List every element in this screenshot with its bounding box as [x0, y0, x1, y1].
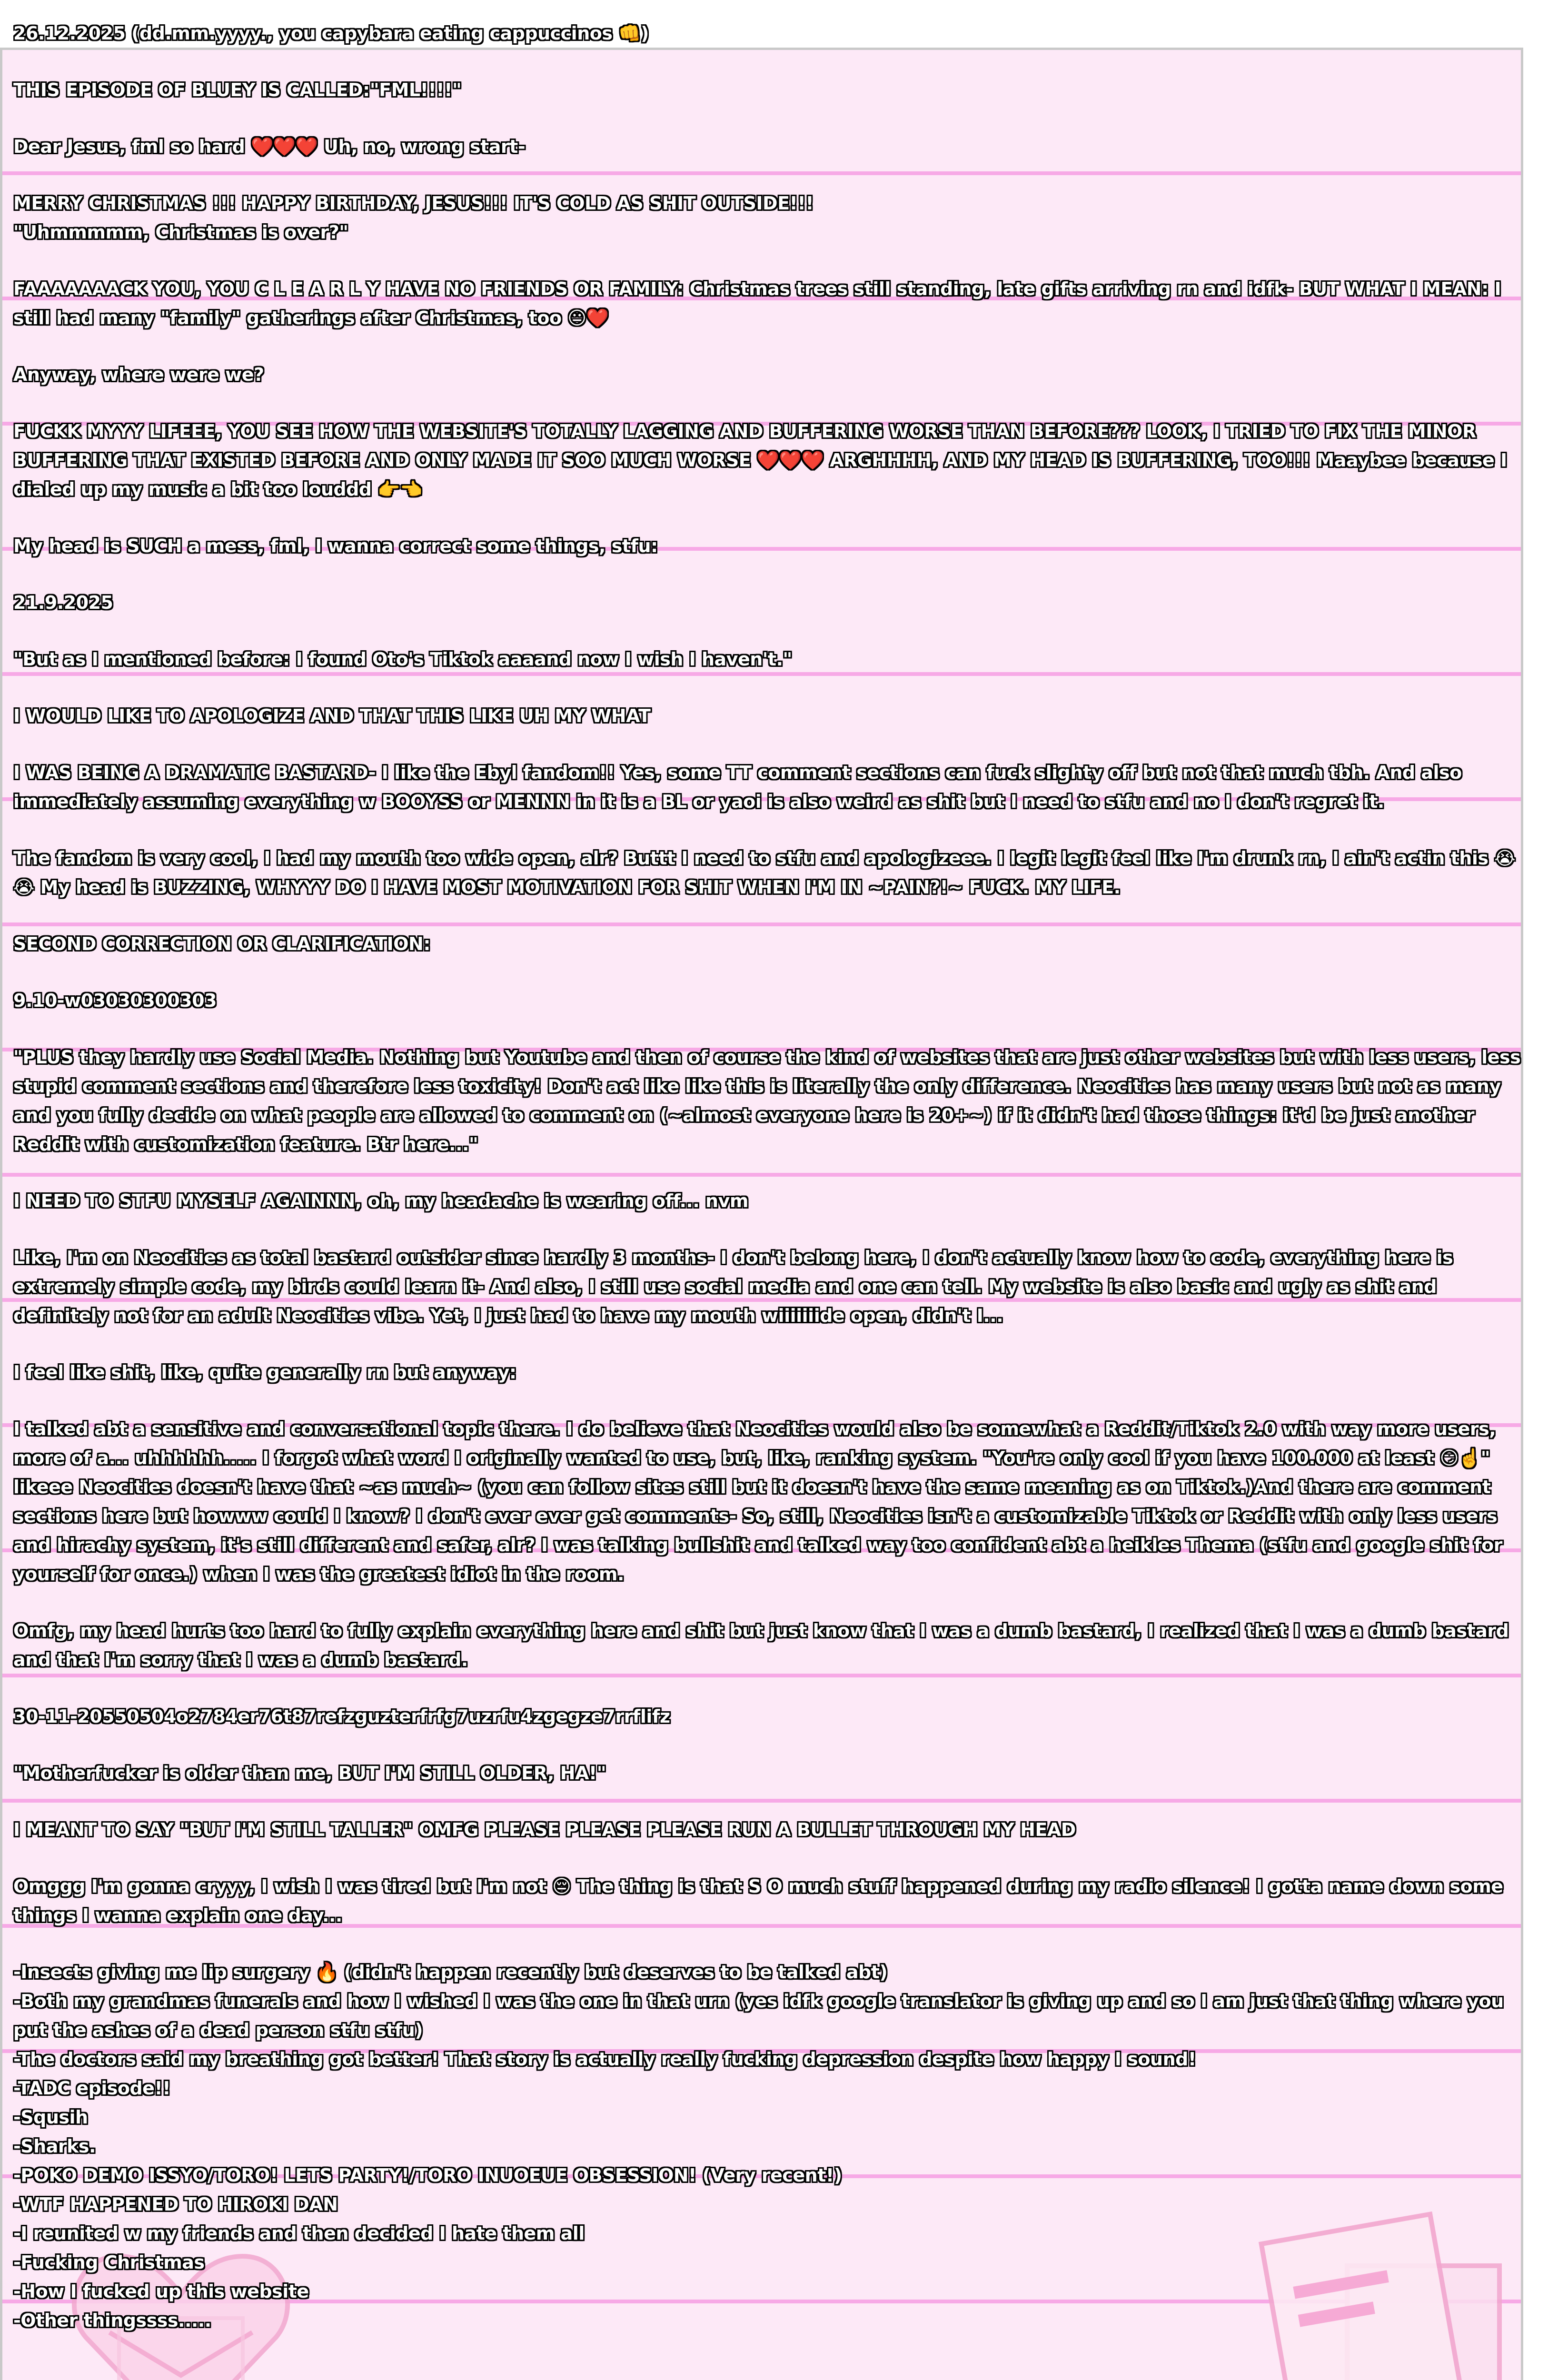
- paragraph: The fandom is very cool, I had my mouth too wide open, alr? Buttt I need to stfu and apologizeee. I legit legit feel like I'm drunk rn, I ain't actin this 😭😭 My head is BUZZING, WHYYY DO I HAVE MOST MOTIVATION FOR SHIT WHEN I'M IN ~PAIN?!~ FUCK. MY LIFE.: [13, 848, 1516, 898]
- list-item: -Fucking Christmas: [13, 2252, 205, 2273]
- paragraph: My head is SUCH a mess, fml, I wanna correct some things, stfu:: [13, 536, 658, 556]
- list-item: -POKO DEMO ISSYO/TORO! LETS PARTY!/TORO INUOEUE OBSESSION! (Very recent!): [13, 2165, 842, 2186]
- paragraph: "PLUS they hardly use Social Media. Nothing but Youtube and then of course the kind of websites that are just other websites but with less users, less stupid comment sections and therefore less toxicity! Don't act like like this is literally the only difference. Neocities has many users but not as many and you fully decide on what people are allowed to comment on (~almost everyone here is 20+~) if it didn't had those things: it'd be just another Reddit with customization feature. Btr here...": [13, 1047, 1527, 1155]
- paragraph: THIS EPISODE OF BLUEY IS CALLED:"FML!!!!": [13, 79, 462, 100]
- list-item: -How I fucked up this website: [13, 2281, 309, 2302]
- paragraph: SECOND CORRECTION OR CLARIFICATION:: [13, 933, 431, 954]
- paragraph: "But as I mentioned before: I found Oto's Tiktok aaaand now I wish I haven't.": [13, 649, 792, 670]
- list-item: -Other thingssss.....: [13, 2310, 211, 2331]
- paragraph: Anyway, where were we?: [13, 364, 264, 385]
- topics-list: [13, 1958, 1532, 2335]
- paragraph: 30-11-20550504o2784er76t87refzguzterfrfg7uzrfu4zgegze7rrflifz: [13, 1706, 670, 1727]
- list-item: -I reunited w my friends and then decided I hate them all: [13, 2223, 585, 2244]
- paragraph: I MEANT TO SAY "BUT I'M STILL TALLER" OMFG PLEASE PLEASE PLEASE RUN A BULLET THROUGH MY HEAD: [13, 1819, 1076, 1840]
- paragraph: I WOULD LIKE TO APOLOGIZE AND THAT THIS LIKE UH MY WHAT: [13, 705, 651, 726]
- paragraph: "Motherfucker is older than me, BUT I'M STILL OLDER, HA!": [13, 1763, 606, 1784]
- paragraph: FUCKK MYYY LIFEEE, YOU SEE HOW THE WEBSITE'S TOTALLY LAGGING AND BUFFERING WORSE THAN BEFORE??? LOOK, I TRIED TO FIX THE MINOR BUFFERING THAT EXISTED BEFORE AND ONLY MADE IT SOO MUCH WORSE ❤️❤️❤️ ARGHHHH, AND MY HEAD IS BUFFERING, TOO!!! Maaybee because I dialed up my music a bit too louddd 👉👈: [13, 421, 1513, 500]
- paragraph: MERRY CHRISTMAS !!! HAPPY BIRTHDAY, JESUS!!! IT'S COLD AS SHIT OUTSIDE!!! "Uhmmmmm, Christmas is over?": [13, 193, 814, 243]
- spacer: [13, 2363, 1532, 2380]
- paragraph: Omggg I'm gonna cryyy, I wish I was tired but I'm not 😔 The thing is that S O much stuff happened during my radio silence! I gotta name down some things I wanna explain one day...: [13, 1876, 1509, 1926]
- paragraph: I feel like shit, like, quite generally rn but anyway:: [13, 1362, 516, 1383]
- list-item: -Sharks.: [13, 2136, 96, 2157]
- blog-entry: [13, 19, 1532, 2380]
- list-item: -Both my grandmas funerals and how I wished I was the one in that urn (yes idfk google translator is giving up and so I am just that thing where you put the ashes of a dead person stfu stfu): [13, 1991, 1510, 2041]
- list-item: -WTF HAPPENED TO HIROKI DAN: [13, 2194, 338, 2215]
- paragraph: 9.10-w03030300303: [13, 990, 217, 1011]
- paragraph: I talked abt a sensitive and conversational topic there. I do believe that Neocities would also be somewhat a Reddit/Tiktok 2.0 with way more users, more of a... uhhhhhh..... I forgot what word I originally wanted to use, but, like, ranking system. "You're only cool if you have 100.000 at least 😏☝️" likeee Neocities doesn't have that ~as much~ (you can follow sites still but it doesn't have the same meaning as on Tiktok.)And there are comment sections here but howww could I know? I don't ever ever get comments- So, still, Neocities isn't a customizable Tiktok or Reddit with only less users and hirachy system, it's still different and safer, alr? I was talking bullshit and talked way too confident abt a heikles Thema (stfu and google shit for yourself for once.) when I was the greatest idiot in the room.: [13, 1418, 1508, 1585]
- paragraph: Dear Jesus, fml so hard ❤️❤️❤️ Uh, no, wrong start-: [13, 136, 526, 157]
- list-item: -Insects giving me lip surgery 🔥 (didn't happen recently but deserves to be talked abt): [13, 1962, 888, 1983]
- paragraph: Like, I'm on Neocities as total bastard outsider since hardly 3 months- I don't belong here, I don't actually know how to code, everything here is extremely simple code, my birds could learn it- And also, I still use social media and one can tell. My website is also basic and ugly as shit and definitely not for an adult Neocities vibe. Yet, I just had to have my mouth wiiiiiiide open, didn't I...: [13, 1247, 1459, 1326]
- list-item: -The doctors said my breathing got better! That story is actually really fucking depression despite how happy I sound!: [13, 2049, 1196, 2070]
- list-item: -Squsih: [13, 2107, 88, 2128]
- paragraph: I NEED TO STFU MYSELF AGAINNN, oh, my headache is wearing off... nvm: [13, 1190, 748, 1211]
- paragraph: I WAS BEING A DRAMATIC BASTARD- I like the Ebyl fandom!! Yes, some TT comment sections can fuck slighty off but not that much tbh. And also immediately assuming everything w BOOYSS or MENNN in it is a BL or yaoi is also weird as shit but I need to stfu and no I don't regret it.: [13, 762, 1468, 812]
- entry-date: 26.12.2025 (dd.mm.yyyy., you capybara eating cappuccinos 👊): [13, 23, 649, 44]
- paragraph: FAAAAAAACK YOU, YOU C L E A R L Y HAVE NO FRIENDS OR FAMILY: Christmas trees still standing, late gifts arriving rn and idfk- BUT WHAT I MEAN: I still had many "family" gatherings after Christmas, too 😐❤️: [13, 278, 1507, 328]
- paragraph: 21.9.2025: [13, 592, 113, 613]
- list-item: -TADC episode!!: [13, 2078, 171, 2099]
- paragraph: Omfg, my head hurts too hard to fully explain everything here and shit but just know that I was a dumb bastard, I realized that I was a dumb bastard and that I'm sorry that I was a dumb bastard.: [13, 1620, 1515, 1670]
